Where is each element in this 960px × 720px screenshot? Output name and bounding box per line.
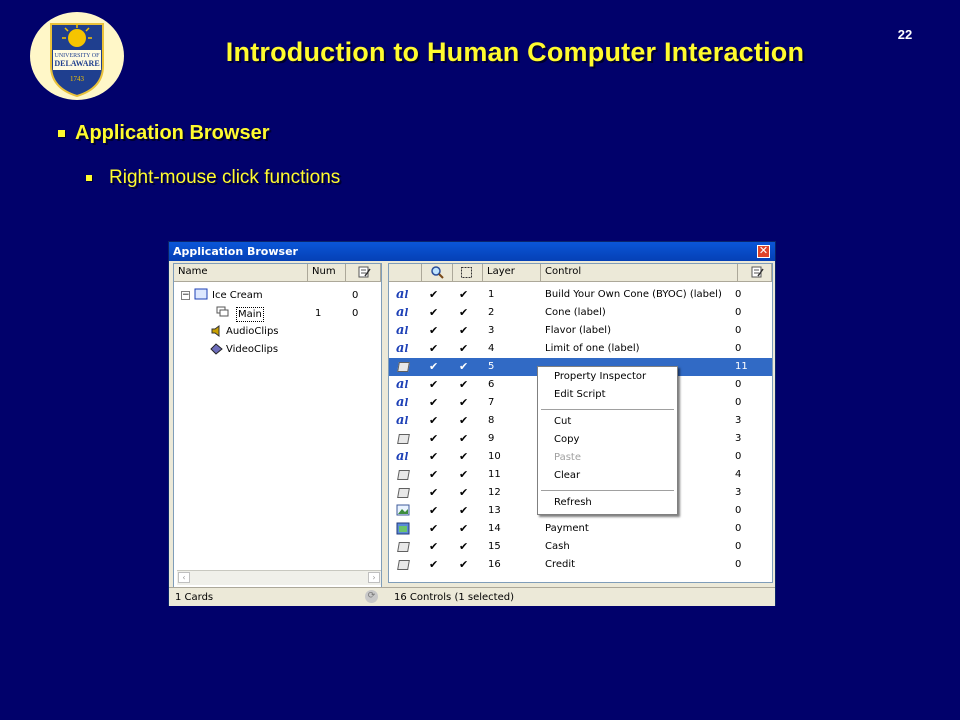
university-logo (27, 10, 127, 102)
selectable-check-icon[interactable]: ✔ (459, 522, 469, 535)
row-control-name: Cone (label) (545, 307, 606, 318)
text-label-icon: al (396, 323, 409, 338)
selectable-check-icon[interactable]: ✔ (459, 450, 469, 463)
bullet-square-icon (58, 130, 65, 137)
row-script-count: 0 (735, 397, 742, 408)
row-layer: 4 (488, 343, 495, 354)
row-control-name: Build Your Own Cone (BYOC) (label) (545, 289, 722, 300)
button-cube-icon (396, 468, 412, 482)
column-header-type[interactable] (389, 264, 422, 282)
control-row[interactable] (389, 322, 772, 340)
selectable-check-icon[interactable]: ✔ (459, 432, 469, 445)
visible-check-icon[interactable]: ✔ (429, 486, 439, 499)
tree-item-count: 0 (352, 308, 359, 319)
row-control-name: Cash (545, 541, 570, 552)
tree-item-label: VideoClips (226, 344, 279, 355)
control-row[interactable] (389, 538, 772, 556)
visible-check-icon[interactable]: ✔ (429, 522, 439, 535)
menu-item-refresh[interactable]: Refresh (554, 497, 592, 508)
row-script-count: 0 (735, 307, 742, 318)
close-button[interactable]: ✕ (758, 244, 769, 257)
menu-separator (541, 409, 674, 410)
tree-item-num: 1 (315, 308, 322, 319)
row-layer: 8 (488, 415, 495, 426)
row-control-name: Credit (545, 559, 576, 570)
scroll-right-icon[interactable]: › (368, 572, 380, 583)
visible-check-icon[interactable]: ✔ (429, 396, 439, 409)
tree-item-main[interactable] (174, 306, 379, 322)
column-header-script[interactable] (346, 264, 381, 282)
logo-top-text: UNIVERSITY OF (54, 53, 100, 59)
tree-item-count: 0 (352, 290, 359, 301)
column-header-control[interactable]: Control (541, 264, 738, 282)
window-title: Application Browser (173, 245, 298, 258)
script-icon (357, 266, 371, 278)
card-list-pane (173, 263, 382, 603)
stack-icon (194, 288, 208, 300)
row-script-count: 0 (735, 505, 742, 516)
text-label-icon: al (396, 305, 409, 320)
column-header-num[interactable]: Num (308, 264, 346, 282)
application-browser-window (168, 241, 776, 606)
script-icon (750, 266, 764, 278)
row-layer: 15 (488, 541, 501, 552)
bullet-2-text: Right-mouse click functions (109, 167, 341, 188)
card-icon (216, 306, 230, 318)
visible-check-icon[interactable]: ✔ (429, 504, 439, 517)
button-cube-icon (396, 432, 412, 446)
visible-check-icon[interactable]: ✔ (429, 306, 439, 319)
visible-check-icon[interactable]: ✔ (429, 288, 439, 301)
row-control-name: Limit of one (label) (545, 343, 640, 354)
column-header-selectable[interactable] (453, 264, 483, 282)
visible-check-icon[interactable]: ✔ (429, 360, 439, 373)
row-layer: 14 (488, 523, 501, 534)
visible-check-icon[interactable]: ✔ (429, 414, 439, 427)
selectable-check-icon[interactable]: ✔ (459, 306, 469, 319)
selectable-check-icon[interactable]: ✔ (459, 540, 469, 553)
text-label-icon: al (396, 449, 409, 464)
control-row[interactable] (389, 556, 772, 574)
row-script-count: 3 (735, 487, 742, 498)
button-cube-icon (396, 540, 412, 554)
row-script-count: 0 (735, 343, 742, 354)
row-script-count: 0 (735, 559, 742, 570)
control-count-status: 16 Controls (1 selected) (394, 592, 514, 603)
row-layer: 12 (488, 487, 501, 498)
selectable-check-icon[interactable]: ✔ (459, 504, 469, 517)
tree-item-label: Ice Cream (212, 290, 263, 301)
menu-item-copy[interactable]: Copy (554, 434, 580, 445)
selectable-check-icon[interactable]: ✔ (459, 324, 469, 337)
tree-item-label: AudioClips (226, 326, 279, 337)
row-layer: 11 (488, 469, 501, 480)
marquee-select-icon (460, 266, 474, 279)
menu-item-edit-script[interactable]: Edit Script (554, 389, 606, 400)
row-control-name: Flavor (label) (545, 325, 611, 336)
control-row[interactable] (389, 286, 772, 304)
bullet-1-text: Application Browser (75, 122, 270, 144)
button-cube-icon (396, 360, 412, 374)
logo-year: 1743 (70, 75, 84, 83)
collapse-icon[interactable]: − (182, 290, 190, 300)
selectable-check-icon[interactable]: ✔ (459, 288, 469, 301)
menu-item-clear[interactable]: Clear (554, 470, 581, 481)
horizontal-scrollbar[interactable] (177, 570, 382, 585)
tree-item-videoclips[interactable] (174, 342, 379, 358)
column-header-layer[interactable]: Layer (483, 264, 541, 282)
row-layer: 1 (488, 289, 495, 300)
refresh-icon[interactable]: ⟳ (365, 590, 378, 603)
visible-check-icon[interactable]: ✔ (429, 432, 439, 445)
magnifier-icon (431, 266, 445, 279)
column-header-visible[interactable] (422, 264, 453, 282)
tree-item-label: Main (238, 309, 262, 320)
visible-check-icon[interactable]: ✔ (429, 468, 439, 481)
row-script-count: 0 (735, 451, 742, 462)
row-script-count: 3 (735, 415, 742, 426)
text-label-icon: al (396, 377, 409, 392)
row-layer: 16 (488, 559, 501, 570)
row-layer: 7 (488, 397, 495, 408)
visible-check-icon[interactable]: ✔ (429, 342, 439, 355)
window-titlebar[interactable] (169, 242, 775, 261)
row-layer: 2 (488, 307, 495, 318)
row-layer: 9 (488, 433, 495, 444)
control-row[interactable] (389, 520, 772, 538)
row-script-count: 0 (735, 523, 742, 534)
selectable-check-icon[interactable]: ✔ (459, 342, 469, 355)
visible-check-icon[interactable]: ✔ (429, 450, 439, 463)
image-icon (396, 504, 412, 518)
row-layer: 3 (488, 325, 495, 336)
visible-check-icon[interactable]: ✔ (429, 378, 439, 391)
column-header-name[interactable]: Name (174, 264, 308, 282)
visible-check-icon[interactable]: ✔ (429, 558, 439, 571)
card-count-status: 1 Cards (175, 592, 214, 603)
context-menu (537, 366, 678, 515)
text-label-icon: al (396, 341, 409, 356)
button-cube-icon (396, 486, 412, 500)
group-icon (396, 522, 412, 536)
button-cube-icon (396, 558, 412, 572)
selectable-check-icon[interactable]: ✔ (459, 486, 469, 499)
menu-item-paste: Paste (554, 452, 581, 463)
bullet-level-1 (58, 122, 269, 145)
film-icon (210, 343, 224, 355)
selectable-check-icon[interactable]: ✔ (459, 360, 469, 373)
logo-main-text: DELAWARE (54, 59, 100, 68)
control-row[interactable] (389, 304, 772, 322)
row-script-count: 11 (735, 361, 748, 372)
menu-item-cut[interactable]: Cut (554, 416, 572, 427)
row-script-count: 3 (735, 433, 742, 444)
selectable-check-icon[interactable]: ✔ (459, 414, 469, 427)
column-header-script[interactable] (738, 264, 772, 282)
row-control-name: Payment (545, 523, 589, 534)
status-bar (169, 587, 775, 606)
row-layer: 6 (488, 379, 495, 390)
row-layer: 5 (488, 361, 495, 372)
tree-item-ice-cream[interactable] (174, 288, 379, 304)
text-label-icon: al (396, 287, 409, 302)
text-label-icon: al (396, 413, 409, 428)
bullet-level-2 (86, 167, 340, 189)
control-row[interactable] (389, 340, 772, 358)
menu-item-property-inspector[interactable]: Property Inspector (554, 371, 647, 382)
menu-separator (541, 490, 674, 491)
slide-title: Introduction to Human Computer Interaction (225, 37, 805, 67)
bullet-square-icon (86, 175, 92, 181)
tree-item-audioclips[interactable] (174, 324, 379, 340)
visible-check-icon[interactable]: ✔ (429, 540, 439, 553)
selectable-check-icon[interactable]: ✔ (459, 396, 469, 409)
slide-number: 22 (897, 27, 913, 42)
selectable-check-icon[interactable]: ✔ (459, 378, 469, 391)
selectable-check-icon[interactable]: ✔ (459, 468, 469, 481)
row-script-count: 4 (735, 469, 742, 480)
visible-check-icon[interactable]: ✔ (429, 324, 439, 337)
selectable-check-icon[interactable]: ✔ (459, 558, 469, 571)
row-script-count: 0 (735, 541, 742, 552)
row-script-count: 0 (735, 379, 742, 390)
speaker-icon (210, 325, 224, 337)
row-layer: 13 (488, 505, 501, 516)
row-script-count: 0 (735, 325, 742, 336)
row-layer: 10 (488, 451, 501, 462)
row-script-count: 0 (735, 289, 742, 300)
text-label-icon: al (396, 395, 409, 410)
scroll-left-icon[interactable]: ‹ (178, 572, 190, 583)
